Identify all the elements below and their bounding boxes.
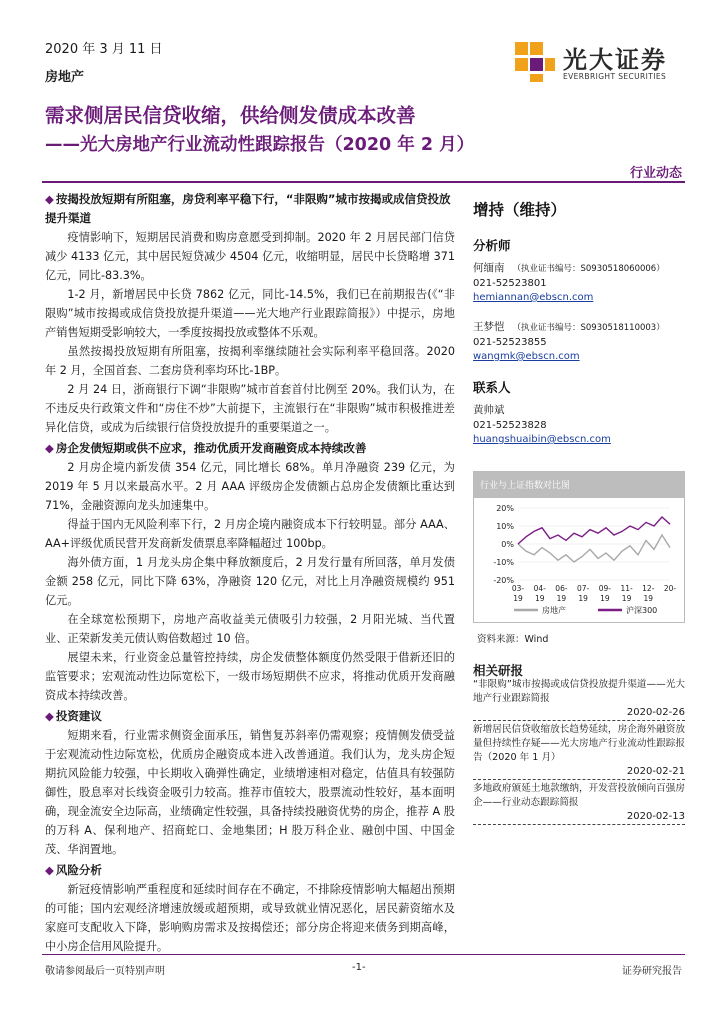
section-liquidity — [45, 190, 455, 437]
x-tick-label: 04- — [533, 584, 546, 593]
series-line-0 — [518, 535, 670, 562]
related-date: 2020-02-26 — [473, 706, 685, 721]
related-item[interactable] — [473, 782, 685, 825]
paragraph: 1-2 月，新增居民中长贷 7862 亿元，同比-14.5%，我们已在前期报告(《“非限购”城市按揭或成信贷投放提升渠道——光大地产行业跟踪简报》）中提示，房地产销售短期受影响较大，一季度按揭投放或整体不乐观。 — [45, 288, 455, 339]
diamond-bullet-icon: ◆ — [45, 863, 54, 877]
x-tick-label: 07- — [577, 584, 590, 593]
analyst-phone: 021-52523801 — [473, 278, 547, 289]
related-date: 2020-02-13 — [473, 810, 685, 825]
x-tick-label: 19 — [621, 594, 632, 603]
rating: 增持（维持） — [473, 201, 567, 219]
paragraph: 在全球宽松预期下，房地产高收益美元债吸引力较强，2 月阳光城、当代置业、正荣新发美元债认购倍数超过 10 倍。 — [45, 613, 455, 645]
footer-disclaimer: 敬请参阅最后一页特别声明 — [45, 966, 165, 977]
x-tick-label: 06- — [555, 584, 568, 593]
section-heading: ◆ 房企发债短期或供不应求，推动优质开发商融资成本持续改善 — [45, 441, 367, 455]
analyst-email-link[interactable]: hemiannan@ebscn.com — [473, 292, 594, 303]
section-investment — [45, 707, 455, 859]
related-title[interactable]: “非限购”城市按揭或成信贷投放提升渠道——光大地产行业跟踪简报 — [473, 679, 685, 704]
paragraph: 展望未来，行业资金总量管控持续，房企发债整体额度仍然受限于借新还旧的监管要求；宏观流动性边际宽松下，一级市场短期供不应求，将推动优质开发商融资成本持续改善。 — [45, 651, 455, 702]
x-tick-label: 12- — [642, 584, 655, 593]
logo-english-name: EVERBRIGHT SECURITIES — [563, 72, 667, 81]
section-bonds — [45, 439, 455, 705]
legend-label: 沪深300 — [626, 606, 658, 615]
section-heading: ◆ 按揭投放短期有所阻塞，房贷利率平稳下行，“非限购”城市按揭或成信贷投放提升渠道 — [45, 192, 451, 225]
series-line-1 — [518, 517, 670, 544]
report-type-tag: 行业动态 — [629, 166, 682, 181]
x-tick-label: 19 — [643, 594, 654, 603]
chart-source: 资料来源：Wind — [477, 634, 549, 645]
footer-report-type: 证券研究报告 — [622, 966, 682, 977]
paragraph: 海外债方面，1 月龙头房企集中释放额度后，2 月发行量有所回落，单月发债金额 258 亿元，同比下降 63%，净融资 120 亿元，对比上月净融资规模约 951 亿元。 — [45, 556, 455, 607]
report-date: 2020 年 3 月 11 日 — [45, 42, 163, 57]
legend-label: 房地产 — [542, 606, 566, 615]
contact-name: 黄帅斌 — [473, 404, 505, 416]
related-item[interactable] — [473, 723, 685, 780]
contact-card — [473, 402, 685, 445]
section-risk — [45, 861, 455, 956]
diamond-bullet-icon: ◆ — [45, 441, 54, 455]
contact-heading: 联系人 — [473, 380, 511, 395]
related-title[interactable]: 多地政府颁延土地款缴纳，开发营投放倾向百强房企——行业动态跟踪简报 — [473, 783, 685, 808]
sidebar — [473, 190, 685, 445]
paragraph: 2 月房企境内新发债 354 亿元，同比增长 68%。单月净融资 239 亿元，为 2019 年 5 月以来最高水平。2 月 AAA 评级房企发债额占总房企发债额比重达到 71%，金融资源向龙头加速集中。 — [45, 461, 455, 512]
x-tick-label: 19 — [513, 594, 523, 603]
y-tick-label: 20% — [496, 504, 514, 513]
company-logo — [515, 40, 695, 85]
logo-chinese-name: 光大证券 — [563, 46, 667, 74]
related-item[interactable] — [473, 678, 685, 721]
main-content — [45, 190, 455, 956]
analyst-email-link[interactable]: wangmk@ebscn.com — [473, 351, 580, 362]
x-tick-label: 19 — [556, 594, 567, 603]
analyst-name: 何缅南 — [473, 262, 505, 274]
related-title[interactable]: 新增居民信贷收缩放长趋势延续，房企海外融资放量但持续性存疑——光大房地产行业流动性跟踪报告（2020 年 1 月） — [473, 724, 685, 763]
related-reports — [473, 678, 685, 827]
x-tick-label: 11- — [620, 584, 633, 593]
analyst-phone: 021-52523855 — [473, 337, 547, 348]
related-heading: 相关研报 — [473, 663, 524, 678]
section-heading: ◆ 风险分析 — [45, 863, 102, 877]
analyst-cert: （执业证书编号：S0930518110003） — [512, 323, 665, 333]
paragraph: 新冠疫情影响严重程度和延续时间存在不确定，不排除疫情影响大幅超出预期的可能；国内宏观经济增速放缓或超预期，或导致就业情况恶化，居民薪资缩水及家庭可支配收入下降，影响购房需求及按揭偿还；部分房企将迎来债务到期高峰，中小房企信用风险提升。 — [45, 883, 455, 953]
y-tick-label: -10% — [493, 558, 514, 567]
header-divider — [42, 181, 685, 183]
paragraph: 虽然按揭投放短期有所阻塞，按揭利率继续随社会实际利率平稳回落。2020 年 2 月，全国首套、二套房贷利率均环比-1BP。 — [45, 345, 455, 377]
x-tick-label: 19 — [600, 594, 610, 603]
paragraph: 短期来看，行业需求侧资金面承压，销售复苏斜率仍需观察；疫情侧发债受益于宏观流动性边际宽松，优质房企融资成本进入改善通道。我们认为，龙头房企短期抗风险能力较强，中长期收入确弹性确定，业绩增速相对稳定，估值具有较强防御性，股息率对长线资金吸引力较高。推荐市值较大，股票流动性较好，基本面明确，现金流安全边际高，业绩确定性较强，具备持续投融资优势的房企，推荐 A 股的万科 A、保利地产、招商蛇口、金地集团；H 股万科企业、融创中国、中国金茂、华润置地。 — [45, 729, 455, 856]
analyst-cert: （执业证书编号：S0930518060006） — [512, 264, 665, 274]
page-number: -1- — [352, 962, 366, 973]
diamond-bullet-icon: ◆ — [45, 709, 54, 723]
logo-mark-icon — [515, 40, 555, 82]
report-title: 需求侧居民信贷收缩，供给侧发债成本改善 — [45, 104, 416, 127]
analyst-card — [473, 260, 685, 303]
contact-email-link[interactable]: huangshuaibin@ebscn.com — [473, 434, 611, 445]
paragraph: 2 月 24 日，浙商银行下调“非限购”城市首套首付比例至 20%。我们认为，在不违反央行政策文件和“房住不炒”大前提下，主流银行在“非限购”城市积极推进差异化信贷，或成为后续银行信贷投放提升的重要渠道之一。 — [45, 383, 455, 434]
performance-chart — [473, 471, 685, 623]
analyst-name: 王梦恺 — [473, 321, 505, 333]
sector-label: 房地产 — [45, 70, 85, 85]
related-date: 2020-02-21 — [473, 765, 685, 780]
x-tick-label: 03- — [511, 584, 525, 593]
y-tick-label: -20% — [493, 576, 514, 585]
x-tick-label: 09- — [598, 584, 611, 593]
x-tick-label: 19 — [578, 594, 588, 603]
footer-divider — [42, 954, 685, 955]
report-subtitle: ——光大房地产行业流动性跟踪报告（2020 年 2 月） — [45, 135, 475, 155]
diamond-bullet-icon: ◆ — [45, 192, 54, 206]
paragraph: 疫情影响下，短期居民消费和购房意愿受到抑制。2020 年 2 月居民部门信贷减少 4133 亿元，其中居民短贷减少 4504 亿元，收缩明显，居民中长贷略增 371 亿元，同比-83.3%。 — [45, 231, 455, 282]
paragraph: 得益于国内无风险利率下行，2 月房企境内融资成本下行较明显。部分 AAA、AA+评级优质民营开发商新发债票息率降幅超过 100bp。 — [45, 518, 455, 550]
y-tick-label: 0% — [501, 540, 514, 549]
section-heading: ◆ 投资建议 — [45, 709, 102, 723]
y-tick-label: 10% — [496, 522, 514, 531]
chart-title: 行业与上证指数对比图 — [480, 481, 571, 491]
contact-phone: 021-52523828 — [473, 420, 547, 431]
chart-plot — [474, 498, 684, 622]
analyst-heading: 分析师 — [473, 238, 511, 253]
analyst-card — [473, 319, 685, 362]
x-tick-label: 20- — [663, 584, 677, 593]
x-tick-label: 19 — [534, 594, 545, 603]
